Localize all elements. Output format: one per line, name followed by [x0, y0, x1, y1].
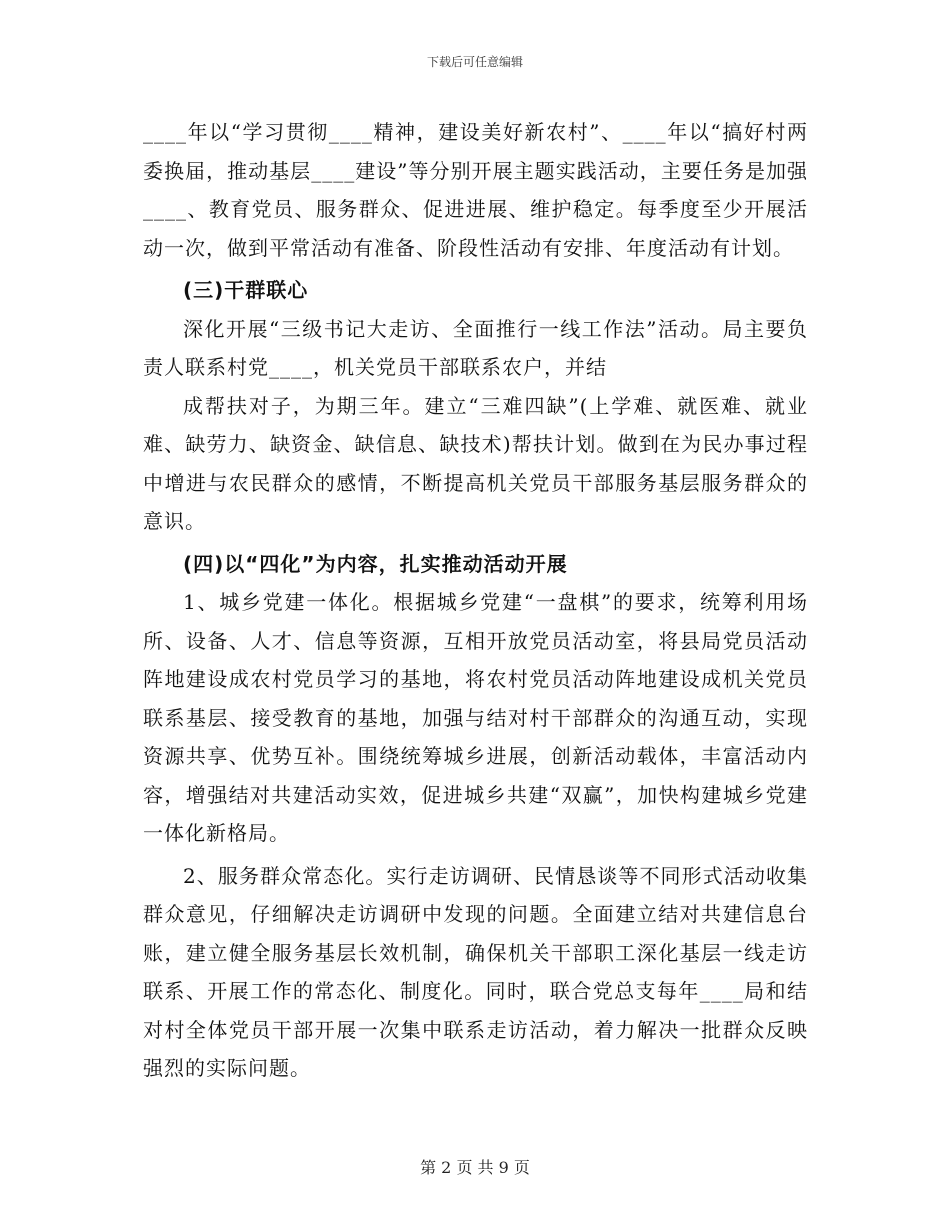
paragraph-contact-start: 深化开展“三级书记大走访、全面推行一线工作法”活动。局主要负责人联系村党____，机关党员干部联系农户，并结 — [143, 316, 808, 379]
paragraph-normalization: 2、服务群众常态化。实行走访调研、民情恳谈等不同形式活动收集群众意见，仔细解决走访调研中发现的问题。全面建立结对共建信息台账，建立健全服务基层长效机制，确保机关干部职工深化基层一线走访联系、开展工作的常态化、制度化。同时，联合党总支每年____局和结对村全体党员干部开展一次集中联系走访活动，着力解决一批群众反映强烈的实际问题。 — [143, 863, 808, 1080]
paragraph-contact-continue: 成帮扶对子，为期三年。建立“三难四缺”(上学难、就医难、就业难、缺劳力、缺资金、缺信息、缺技术)帮扶计划。做到在为民办事过程中增进与农民群众的感情，不断提高机关党员干部服务基层服务群众的意识。 — [143, 393, 808, 533]
document-body — [143, 113, 808, 1088]
section-heading-3: (三)干群联心 — [183, 278, 309, 302]
header-note: 下载后可任意编辑 — [426, 55, 523, 69]
page-number: 第 2 页 共 9 页 — [420, 1158, 530, 1177]
paragraph-integration: 1、城乡党建一体化。根据城乡党建“一盘棋”的要求，统筹利用场所、设备、人才、信息等资源，互相开放党员活动室，将县局党员活动阵地建设成农村党员学习的基地，将农村党员活动阵地建设成机关党员联系基层、接受教育的基地，加强与结对村干部群众的沟通互动，实现资源共享、优势互补。围绕统筹城乡进展，创新活动载体，丰富活动内容，增强结对共建活动实效，促进城乡共建“双赢”，加快构建城乡党建一体化新格局。 — [143, 590, 808, 845]
paragraph-activities: ____年以“学习贯彻____精神，建设美好新农村”、____年以“搞好村两委换届，推动基层____建设”等分别开展主题实践活动，主要任务是加强____、教育党员、服务群众、促进进展、维护稳定。每季度至少开展活动一次，做到平常活动有准备、阶段性活动有安排、年度活动有计划。 — [143, 120, 808, 260]
section-heading-4: (四)以“四化”为内容，扎实推动活动开展 — [183, 551, 568, 576]
